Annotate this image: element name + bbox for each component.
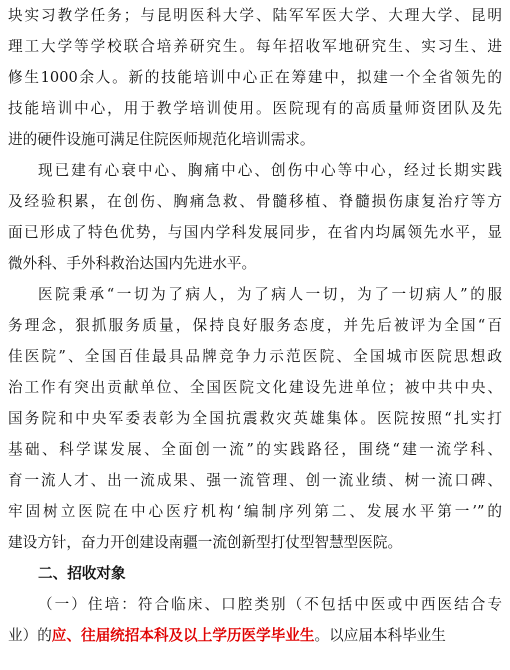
paragraph-1-line-5: 进的硬件设施可满足住院医师规范化培训需求。 xyxy=(8,131,315,148)
paragraph-3-line-6: 基础、科学谋发展、全面创一流”的实践路径，围绕“建一流学科、 xyxy=(8,441,502,458)
highlighted-eligibility-text: 应、往届统招本科及以上学历医学毕业生 xyxy=(51,627,315,644)
paragraph-2-line-3: 面已形成了特色优势，与国内学科发展同步，在省内均属领先水平，显 xyxy=(8,224,502,241)
section-heading: 二、招收对象 xyxy=(38,565,126,582)
paragraph-4-line-1: （一）住培：符合临床、口腔类别（不包括中医或中西医结合专 xyxy=(38,596,502,613)
paragraph-2-line-2: 及经验积累，在创伤、胸痛急救、骨髓移植、脊髓损伤康复治疗等方 xyxy=(8,193,502,210)
paragraph-3-line-8: 牢固树立医院在中心医疗机构‘编制序列第二、发展水平第一’”的 xyxy=(8,503,502,520)
paragraph-2-line-1: 现已建有心衰中心、胸痛中心、创伤中心等中心，经过长期实践 xyxy=(38,162,502,179)
paragraph-3-line-1: 医院秉承“一切为了病人，为了病人一切，为了一切病人”的服 xyxy=(38,286,502,303)
paragraph-4-line-2-before: 业）的 xyxy=(8,627,52,644)
paragraph-3-line-4: 治工作有突出贡献单位、全国医院文化建设先进单位；被中共中央、 xyxy=(8,379,502,396)
paragraph-3-line-3: 佳医院”、全国百佳最具品牌竞争力示范医院、全国城市医院思想政 xyxy=(8,348,502,365)
paragraph-2-line-4: 微外科、手外科救治达国内先进水平。 xyxy=(8,255,257,272)
paragraph-3-line-2: 务理念，狠抓服务质量，保持良好服务态度，并先后被评为全国“百 xyxy=(8,317,502,334)
paragraph-1-line-2: 理工大学等学校联合培养研究生。每年招收军地研究生、实习生、进 xyxy=(8,38,502,55)
paragraph-1-line-3: 修生1000余人。新的技能培训中心正在筹建中，拟建一个全省领先的 xyxy=(8,69,502,86)
paragraph-3-line-5: 国务院和中央军委表彰为全国抗震救灾英雄集体。医院按照“扎实打 xyxy=(8,410,502,427)
paragraph-4-line-2-after: 。以应届本科毕业生 xyxy=(314,627,446,644)
paragraph-3-line-9: 建设方针，奋力开创建设南疆一流创新型打仗型智慧型医院。 xyxy=(8,534,403,551)
paragraph-1-line-4: 技能培训中心，用于教学培训使用。医院现有的高质量师资团队及先 xyxy=(8,100,502,117)
paragraph-3-line-7: 育一流人才、出一流成果、强一流管理、创一流业绩、树一流口碑、 xyxy=(8,472,502,489)
paragraph-1-line-1: 块实习教学任务；与昆明医科大学、陆军军医大学、大理大学、昆明 xyxy=(8,7,502,24)
